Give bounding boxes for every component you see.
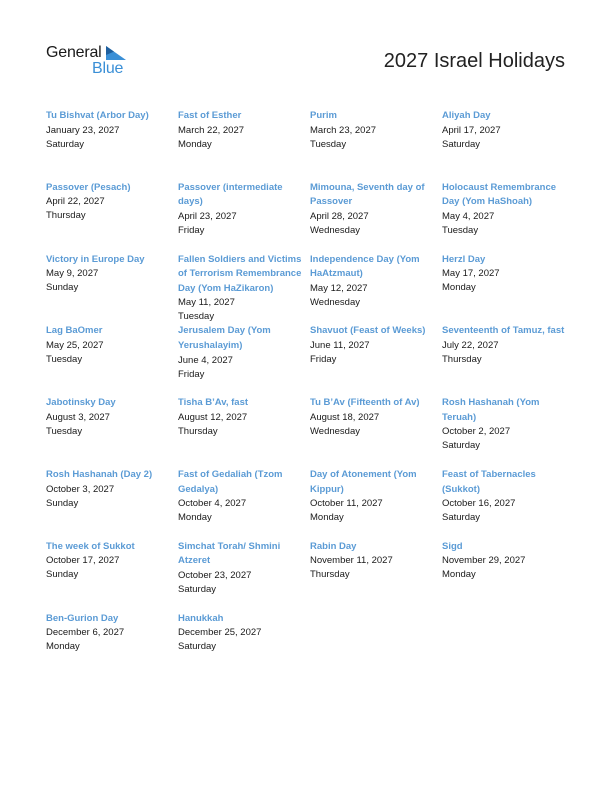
holiday-day: Saturday	[46, 138, 85, 150]
holiday-date: October 2, 2027	[442, 426, 511, 438]
holiday-day: Thursday	[46, 210, 86, 222]
brand-word-blue: Blue	[92, 60, 124, 77]
holiday-name: Simchat Torah/ Shmini Atzeret	[178, 540, 281, 567]
holiday-date: August 3, 2027	[46, 411, 110, 423]
holiday-name: Independence Day (Yom HaAtzmaut)	[310, 253, 420, 280]
holiday-date: October 17, 2027	[46, 555, 120, 567]
holiday-name: Fast of Gedaliah (Tzom Gedalya)	[178, 468, 283, 495]
holiday-name: Sigd	[442, 540, 463, 552]
holiday-entry	[442, 540, 574, 612]
holiday-name: Hanukkah	[178, 612, 224, 624]
holiday-date: August 12, 2027	[178, 411, 248, 423]
holiday-entry	[310, 181, 442, 253]
holiday-entry	[178, 324, 310, 396]
holiday-name: Tu Bishvat (Arbor Day)	[46, 110, 149, 121]
holiday-day: Thursday	[178, 425, 218, 437]
holiday-name: Passover (Pesach)	[46, 181, 131, 193]
holiday-date: March 23, 2027	[310, 124, 377, 136]
holiday-name: Ben-Gurion Day	[46, 612, 119, 624]
holiday-day: Sunday	[46, 569, 79, 581]
holiday-name: Aliyah Day	[442, 110, 491, 121]
holiday-name: Shavuot (Feast of Weeks)	[310, 325, 426, 337]
holiday-day: Monday	[178, 512, 212, 524]
brand-word-general: General	[46, 44, 102, 61]
holiday-name: Tu B’Av (Fifteenth of Av)	[310, 397, 420, 409]
holiday-date: January 23, 2027	[46, 124, 120, 136]
holiday-name: Lag BaOmer	[46, 325, 103, 337]
holiday-name: Rosh Hashanah (Day 2)	[46, 468, 153, 480]
holiday-date: October 4, 2027	[178, 498, 247, 510]
holiday-grid	[46, 109, 576, 683]
holiday-date: April 22, 2027	[46, 196, 105, 208]
holiday-date: April 23, 2027	[178, 210, 237, 222]
holiday-name: Herzl Day	[442, 253, 486, 265]
holiday-day: Friday	[178, 224, 205, 236]
holiday-entry	[310, 540, 442, 612]
holiday-date: April 28, 2027	[310, 210, 369, 222]
brand-logo	[46, 44, 136, 80]
holiday-date: July 22, 2027	[442, 339, 499, 351]
holiday-day: Saturday	[442, 138, 481, 150]
holiday-day: Saturday	[442, 440, 481, 452]
holiday-date: May 25, 2027	[46, 339, 104, 351]
holiday-entry	[46, 612, 178, 684]
holiday-date: October 16, 2027	[442, 498, 516, 510]
holiday-day: Tuesday	[442, 224, 479, 236]
holiday-date: December 25, 2027	[178, 627, 262, 639]
holiday-name: Purim	[310, 110, 337, 121]
holiday-date: May 11, 2027	[178, 297, 235, 309]
holiday-date: October 3, 2027	[46, 483, 115, 495]
holiday-day: Monday	[442, 569, 476, 581]
holiday-date: October 11, 2027	[310, 498, 383, 510]
holiday-date: May 12, 2027	[310, 282, 368, 294]
holiday-day: Sunday	[46, 497, 79, 509]
holiday-date: August 18, 2027	[310, 411, 380, 423]
holiday-entry	[310, 396, 442, 468]
holiday-day: Thursday	[310, 569, 350, 581]
holiday-day: Monday	[46, 641, 80, 653]
holiday-date: November 11, 2027	[310, 555, 393, 567]
holiday-entry	[178, 181, 310, 253]
holiday-day: Friday	[178, 368, 205, 380]
holiday-date: March 22, 2027	[178, 124, 245, 136]
holiday-name: Passover (intermediate days)	[178, 181, 283, 208]
brand-flag-icon	[106, 46, 126, 60]
holiday-entry	[442, 181, 574, 253]
holiday-date: June 11, 2027	[310, 339, 370, 351]
holiday-name: Seventeenth of Tamuz, fast	[442, 325, 565, 337]
holiday-day: Monday	[178, 138, 212, 150]
holiday-day: Saturday	[178, 641, 217, 653]
holiday-day: Monday	[310, 512, 344, 524]
holiday-day: Thursday	[442, 353, 482, 365]
holiday-entry	[178, 396, 310, 468]
holiday-day: Tuesday	[46, 353, 83, 365]
holiday-entry	[178, 612, 310, 684]
holiday-name: Holocaust Remembrance Day (Yom HaShoah)	[442, 181, 557, 208]
holiday-entry	[442, 468, 574, 540]
holiday-day: Wednesday	[310, 296, 360, 308]
holiday-name: The week of Sukkot	[46, 540, 135, 552]
holiday-name: Mimouna, Seventh day of Passover	[310, 181, 425, 208]
holiday-entry	[310, 468, 442, 540]
holiday-date: May 4, 2027	[442, 210, 495, 222]
holiday-entry	[442, 109, 574, 181]
holiday-entry	[310, 253, 442, 325]
holiday-entry	[442, 324, 574, 396]
holiday-name: Jabotinsky Day	[46, 397, 116, 409]
holiday-entry	[310, 109, 442, 181]
holiday-date: May 17, 2027	[442, 268, 500, 280]
holiday-day: Tuesday	[178, 311, 215, 323]
holiday-entry	[178, 109, 310, 181]
holiday-entry	[46, 109, 178, 181]
holiday-day: Saturday	[178, 583, 217, 595]
holiday-date: October 23, 2027	[178, 569, 252, 581]
holiday-entry	[46, 253, 178, 325]
holiday-date: November 29, 2027	[442, 555, 526, 567]
holiday-entry	[46, 468, 178, 540]
holiday-entry	[310, 324, 442, 396]
holiday-day: Friday	[310, 353, 337, 365]
holiday-entry	[178, 468, 310, 540]
holiday-entry	[442, 396, 574, 468]
holiday-day: Saturday	[442, 512, 481, 524]
holiday-name: Day of Atonement (Yom Kippur)	[310, 468, 417, 495]
holiday-name: Tisha B’Av, fast	[178, 397, 249, 409]
holiday-entry	[178, 540, 310, 612]
holiday-entry	[442, 253, 574, 325]
holiday-name: Jerusalem Day (Yom Yerushalayim)	[178, 325, 271, 351]
page-title: 2027 Israel Holidays	[383, 50, 565, 72]
holiday-day: Monday	[442, 282, 476, 294]
holiday-entry	[46, 396, 178, 468]
holiday-day: Sunday	[46, 282, 79, 294]
holiday-name: Fast of Esther	[178, 110, 242, 121]
holiday-date: December 6, 2027	[46, 627, 125, 639]
holiday-date: April 17, 2027	[442, 124, 501, 136]
holiday-entry	[46, 324, 178, 396]
holiday-date: May 9, 2027	[46, 268, 99, 280]
holiday-name: Rabin Day	[310, 540, 357, 552]
holiday-day: Tuesday	[310, 138, 347, 150]
holiday-name: Fallen Soldiers and Victims of Terrorism Remembrance Day (Yom HaZikaron)	[178, 253, 302, 294]
holiday-day: Wednesday	[310, 425, 360, 437]
holiday-name: Victory in Europe Day	[46, 253, 145, 265]
holiday-day: Tuesday	[46, 425, 83, 437]
holiday-name: Rosh Hashanah (Yom Teruah)	[442, 397, 540, 423]
holiday-date: June 4, 2027	[178, 354, 233, 366]
holiday-entry	[46, 540, 178, 612]
holiday-day: Wednesday	[310, 224, 360, 236]
holiday-name: Feast of Tabernacles (Sukkot)	[442, 468, 536, 495]
holiday-entry	[46, 181, 178, 253]
holiday-entry	[178, 253, 310, 325]
